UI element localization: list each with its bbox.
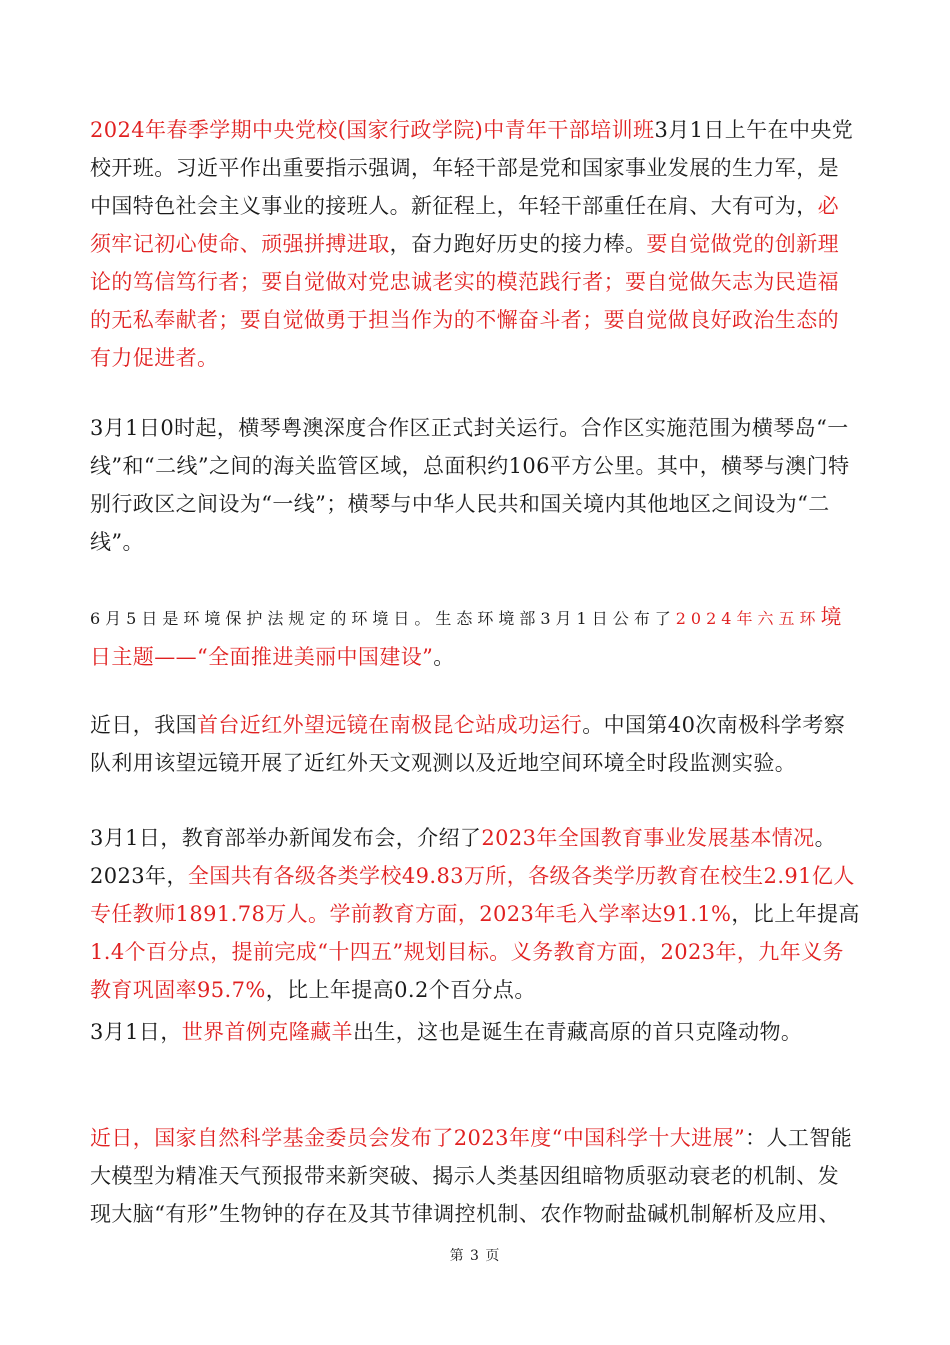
highlighted-text-segment: 世界首例克隆藏羊	[181, 1020, 353, 1044]
text-segment: 。2023年，	[90, 826, 836, 888]
text-segment: 。	[433, 645, 455, 669]
highlighted-text-segment: 境日主题——“全面推进美丽中国建设”	[90, 605, 842, 669]
text-segment: ，比上年提高	[731, 902, 860, 926]
text-segment: ：人工智能大模型为精准天气预报带来新突破、揭示人类基因组暗物质驱动衰老的机制、发现大脑“有形”生物钟的存在及其节律调控机制、农作物耐盐碱机制解析及应用、	[90, 1126, 853, 1226]
paragraph-cloned-tibetan-sheep	[90, 1013, 860, 1051]
highlighted-text-segment: 全国共有各级各类学校49.83万所，各级各类学历教育在校生2.91亿人专任教师1891.78万人。学前教育方面，2023年毛入学率达91.1%	[90, 864, 855, 926]
highlighted-text-segment: 近日，国家自然科学基金委员会发布了2023年度“中国科学十大进展”	[90, 1126, 746, 1150]
highlighted-text-segment: 首台近红外望远镜在南极昆仑站成功运行	[197, 713, 583, 737]
paragraph-environment-day	[90, 598, 860, 676]
highlighted-text-segment: 必须牢记初心使命、顽强拼搏进取	[90, 194, 840, 256]
text-segment: 6月5日是环境保护法规定的环境日。生态环境部3月1日公布了	[90, 609, 676, 628]
text-segment: ，比上年提高0.2个百分点。	[265, 978, 536, 1002]
paragraph-education-statistics	[90, 819, 860, 1009]
text-segment: 3月1日0时起，横琴粤澳深度合作区正式封关运行。合作区实施范围为横琴岛“一线”和“二线”之间的海关监管区域，总面积约106平方公里。其中，横琴与澳门特别行政区之间设为“一线”；横琴与中华人民共和国关境内其他地区之间设为“二线”。	[90, 416, 850, 554]
paragraph-youth-cadre-training	[90, 111, 860, 377]
highlighted-text-segment: 2024年春季学期中央党校(国家行政学院)中青年干部培训班	[90, 118, 655, 142]
page-number-footer: 第 3 页	[449, 1248, 501, 1264]
text-segment: 3月1日，教育部举办新闻发布会，介绍了	[90, 826, 482, 850]
text-segment: 。中国第40次南极科学考察队利用该望远镜开展了近红外天文观测以及近地空间环境全时段监测实验。	[90, 713, 846, 775]
highlighted-text-segment: 1.4个百分点，提前完成“十四五”规划目标。义务教育方面，2023年，九年义务教育巩固率95.7%	[90, 940, 844, 1002]
highlighted-text-segment: 2024年六五环	[675, 609, 821, 628]
highlighted-text-segment: 2023年全国教育事业发展基本情况	[481, 826, 815, 850]
paragraph-antarctic-telescope	[90, 706, 860, 782]
text-segment: 近日，我国	[90, 713, 197, 737]
highlighted-text-segment: 要自觉做党的创新理论的笃信笃行者；要自觉做对党忠诚老实的模范践行者；要自觉做矢志为民造福的无私奉献者；要自觉做勇于担当作为的不懈奋斗者；要自觉做良好政治生态的有力促进者。	[90, 232, 840, 370]
paragraph-science-top-ten	[90, 1119, 860, 1233]
text-segment: 3月1日，	[90, 1020, 182, 1044]
text-segment: ，奋力跑好历史的接力棒。	[389, 232, 647, 256]
text-segment: 出生，这也是诞生在青藏高原的首只克隆动物。	[352, 1020, 803, 1044]
paragraph-hengqin-zone	[90, 409, 860, 561]
text-segment: 3月1日上午在中央党校开班。习近平作出重要指示强调，年轻干部是党和国家事业发展的生力军，是中国特色社会主义事业的接班人。新征程上，年轻干部重任在肩、大有可为，	[90, 118, 854, 218]
